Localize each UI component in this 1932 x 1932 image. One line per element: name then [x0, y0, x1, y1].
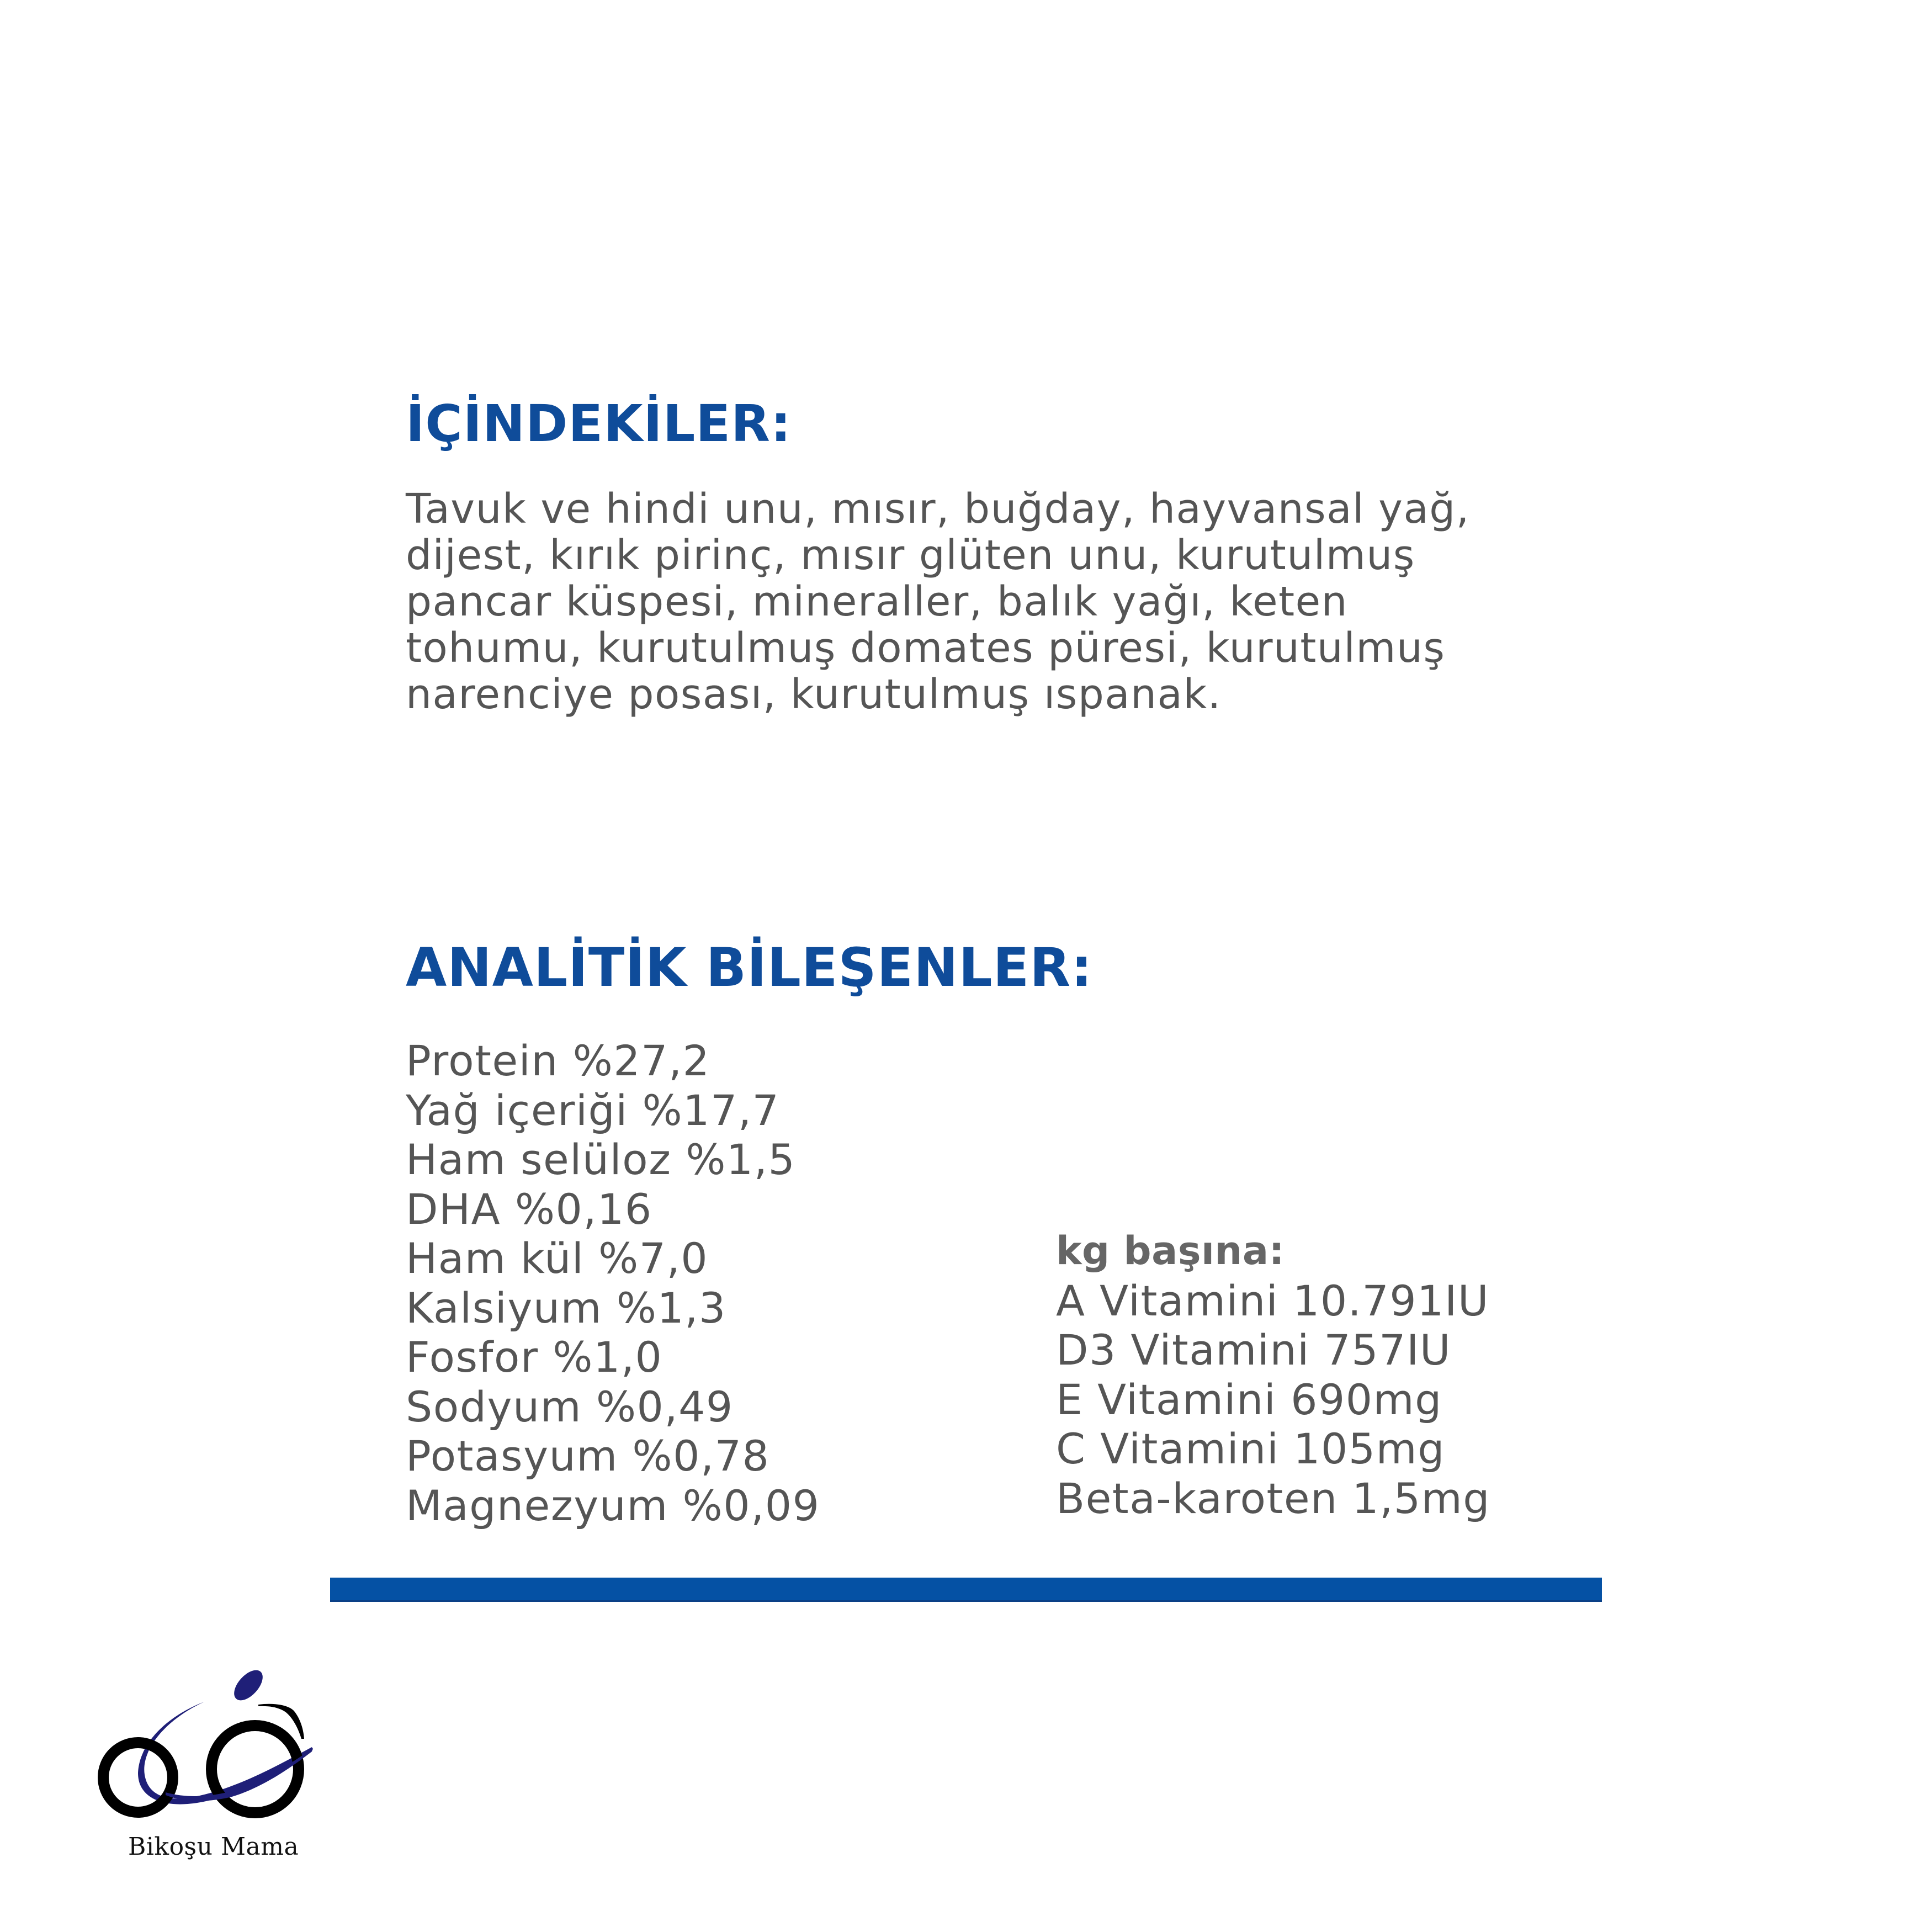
- blue-divider-bar: [330, 1578, 1602, 1602]
- ingredients-line: Tavuk ve hindi unu, mısır, buğday, hayvansal yağ,: [406, 485, 1470, 533]
- analytic-item-crude-fiber: Ham selüloz %1,5: [406, 1135, 796, 1184]
- logo-text: Bikoşu Mama: [128, 1833, 299, 1861]
- analytic-item-fat: Yağ içeriği %17,7: [406, 1085, 780, 1135]
- beta-carotene: Beta-karoten 1,5mg: [1056, 1473, 1491, 1523]
- brand-logo: [88, 1662, 320, 1866]
- vitamin-a: A Vitamini 10.791IU: [1056, 1276, 1490, 1325]
- ingredients-line: dijest, kırık pirinç, mısır glüten unu, kurutulmuş: [406, 532, 1415, 579]
- ingredients-line: pancar küspesi, mineraller, balık yağı, keten: [406, 578, 1349, 625]
- analytics-heading: ANALİTİK BİLEŞENLER:: [406, 937, 1093, 999]
- ingredients-line: narenciye posası, kurutulmuş ıspanak.: [406, 671, 1222, 718]
- vitamin-e: E Vitamini 690mg: [1056, 1374, 1442, 1424]
- per-kg-vitamins: [1056, 1227, 1490, 1523]
- per-kg-title: kg başına:: [1056, 1228, 1285, 1273]
- analytic-item-crude-ash: Ham kül %7,0: [406, 1234, 709, 1283]
- vitamin-c: C Vitamini 105mg: [1056, 1424, 1445, 1473]
- analytic-item-dha: DHA %0,16: [406, 1184, 652, 1234]
- cyclist-logo-icon: [88, 1662, 320, 1833]
- analytic-item-protein: Protein %27,2: [406, 1036, 710, 1085]
- analytic-constituents-list: [406, 1036, 820, 1530]
- analytic-item-phosphorus: Fosfor %1,0: [406, 1333, 663, 1382]
- analytic-item-magnesium: Magnezyum %0,09: [406, 1480, 820, 1530]
- ingredients-heading: İÇİNDEKİLER:: [406, 394, 792, 453]
- ingredients-text: [406, 486, 1470, 718]
- vitamin-d3: D3 Vitamini 757IU: [1056, 1325, 1452, 1374]
- analytic-item-sodium: Sodyum %0,49: [406, 1382, 734, 1431]
- ingredients-line: tohumu, kurutulmuş domates püresi, kurutulmuş: [406, 624, 1446, 672]
- analytic-item-calcium: Kalsiyum %1,3: [406, 1283, 726, 1333]
- analytic-item-potassium: Potasyum %0,78: [406, 1431, 770, 1480]
